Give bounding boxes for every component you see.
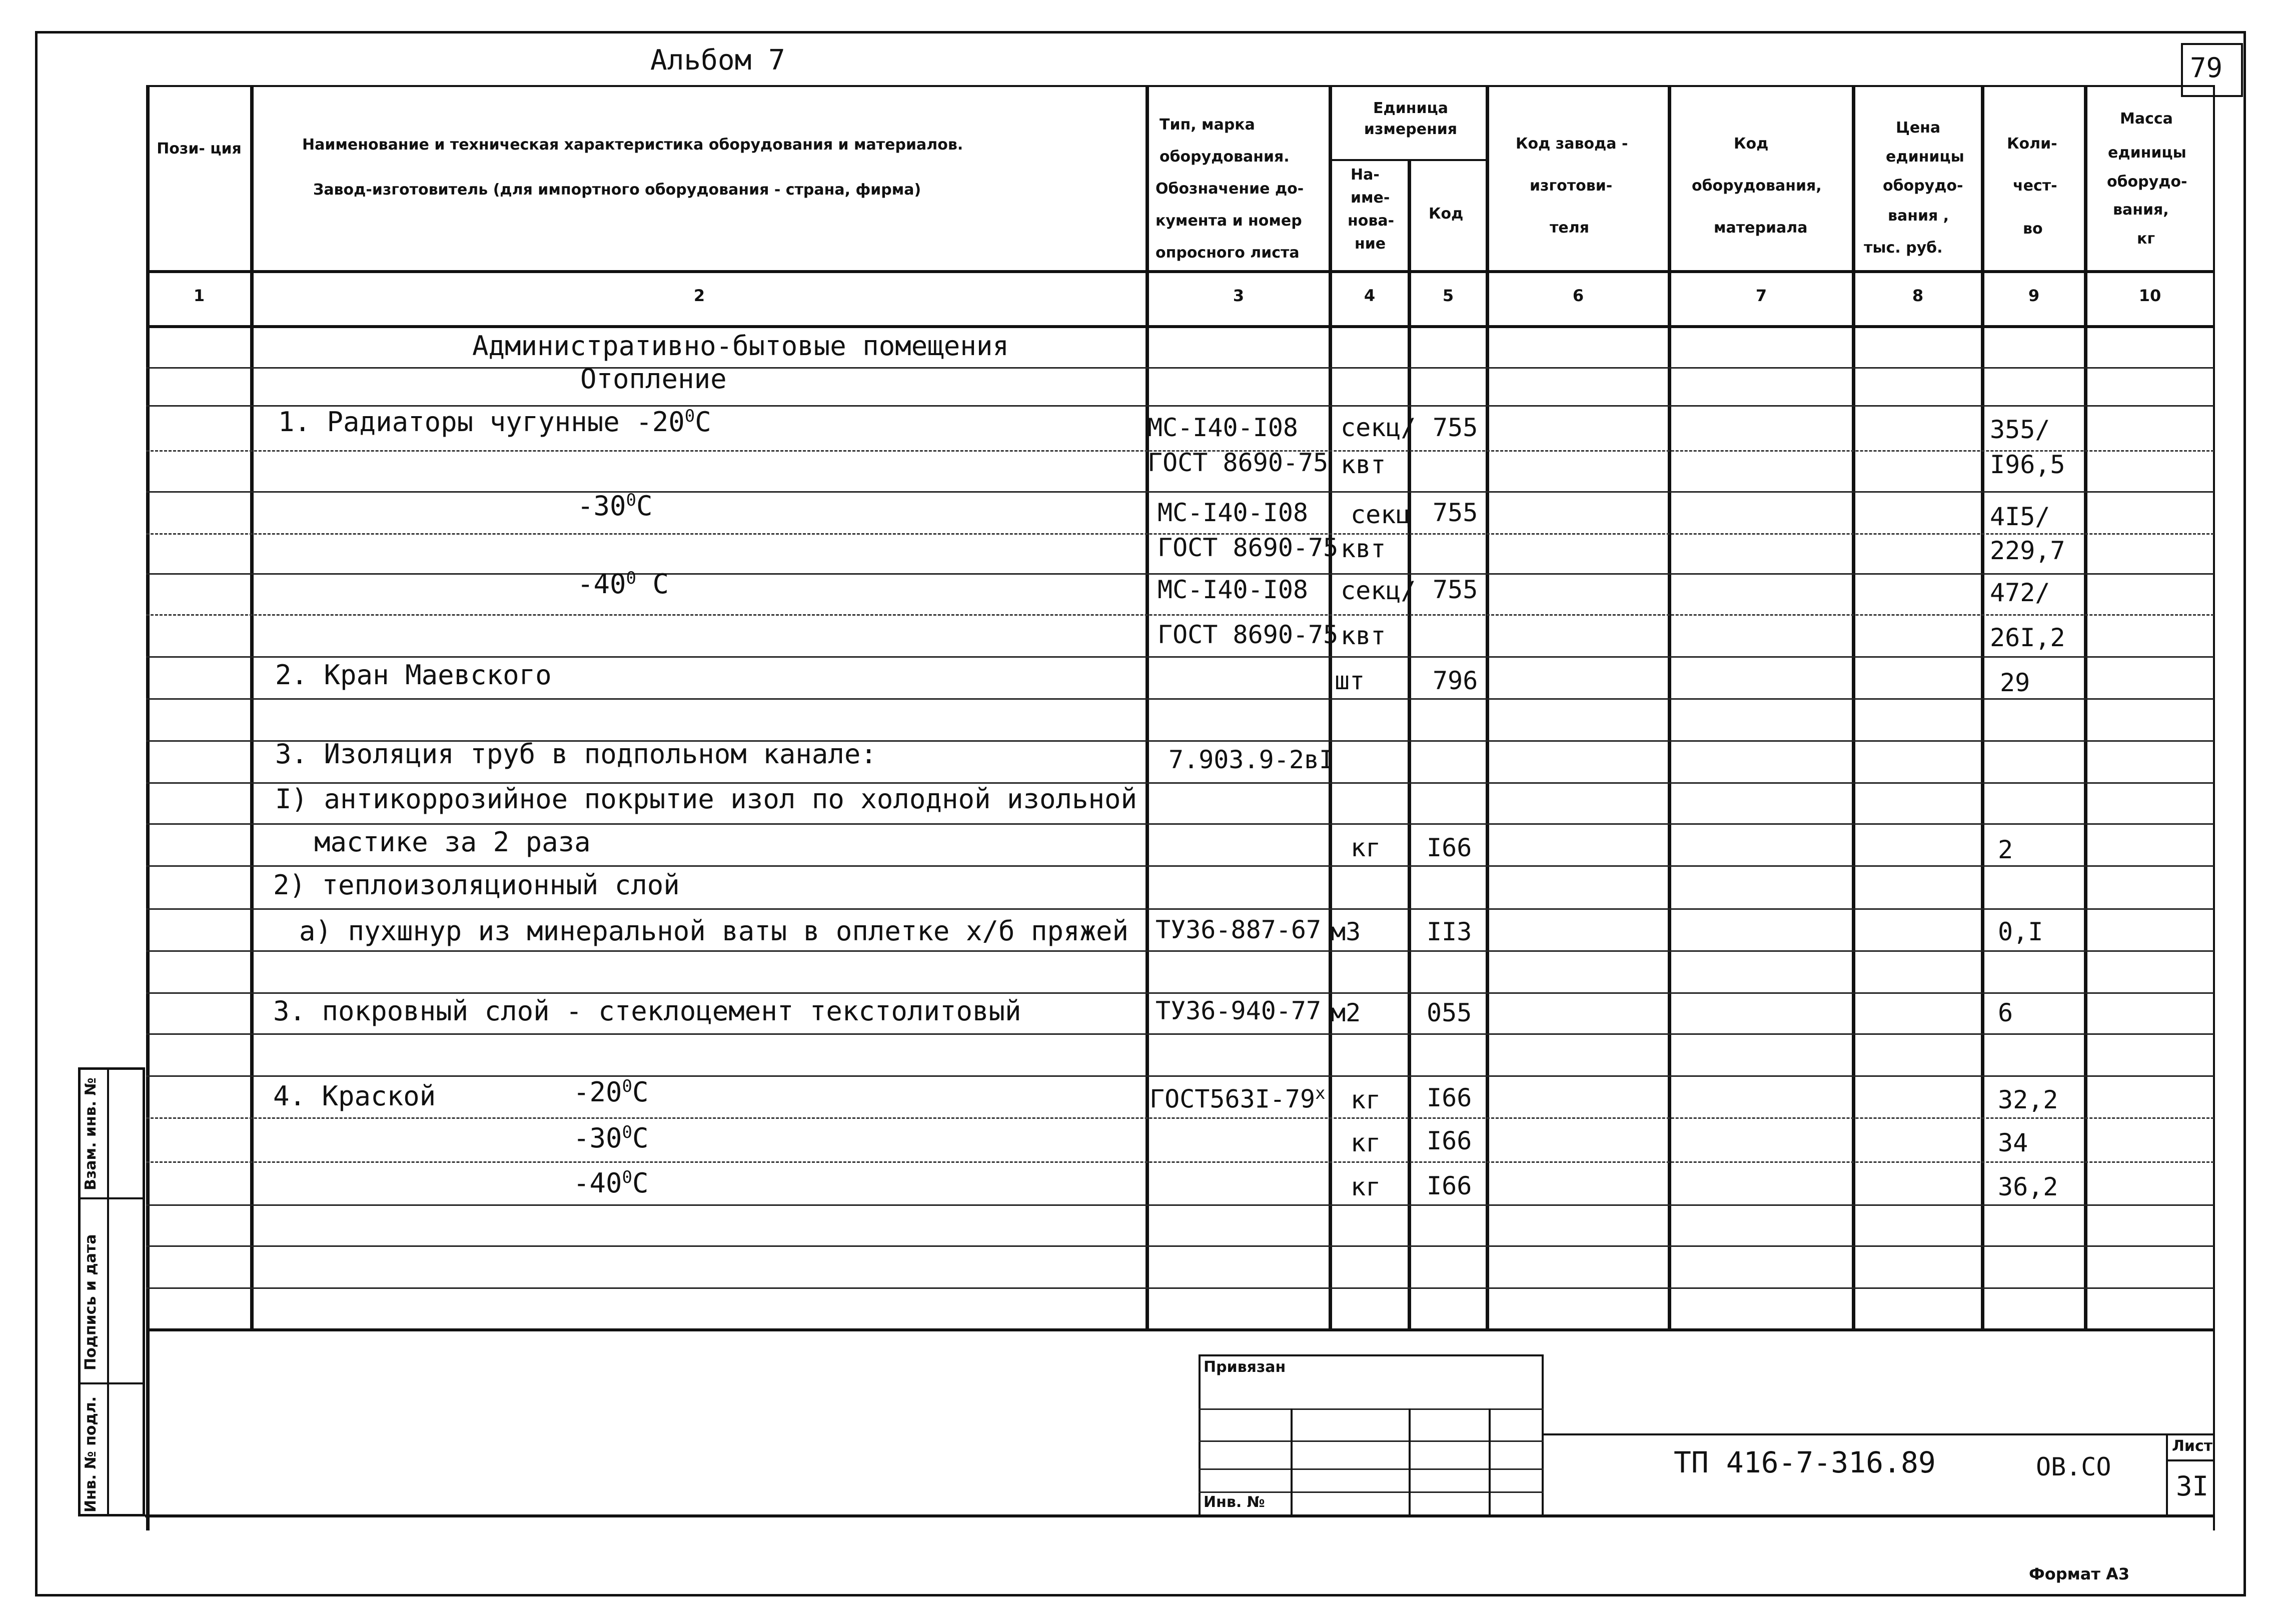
row-mineral-wool-name: а) пухшнур из минеральной ваты в оплетке х/б пряжей: [299, 915, 1129, 947]
subsection-title: Отопление: [580, 363, 727, 395]
row-code: II3: [1427, 917, 1472, 946]
table-left-border: [146, 85, 150, 1530]
row-paint-temp: $-30^0C$: [573, 1122, 649, 1154]
row-code: I66: [1427, 1126, 1472, 1155]
numbers-row-bottom-line: [146, 325, 2214, 328]
privyazan-row-line: [1199, 1491, 1544, 1493]
row-unit: секц/: [1341, 576, 1416, 605]
row-radiators-name: 1. Радиаторы чугунные $-20^0C$: [278, 406, 711, 438]
sheet-box-left: [2166, 1433, 2168, 1514]
row-insulation-name: 3. Изоляция труб в подпольном канале:: [275, 738, 877, 770]
inv-no-label: Инв. №: [1204, 1493, 1265, 1511]
side-stamp-podpis: Подпись и дата: [82, 1234, 100, 1370]
header-unit-code: Код: [1429, 205, 1464, 223]
row-line: [146, 1161, 2214, 1163]
row-type: ГОСТ 8690-75: [1158, 620, 1339, 649]
side-stamp-vzam: Взам. инв. №: [82, 1077, 100, 1190]
header-unit-group: Единица измерения: [1364, 100, 1458, 138]
row-unit: квт: [1341, 534, 1386, 563]
row-line: [146, 1245, 2214, 1247]
unit-group-line: [1329, 159, 1487, 161]
header-equipment-code-3: материала: [1714, 219, 1808, 237]
privyazan-row-line: [1199, 1468, 1544, 1470]
row-code: I66: [1427, 1083, 1472, 1112]
row-quantity: 229,7: [1990, 536, 2065, 565]
row-paint-temp: $-20^0C$: [573, 1076, 649, 1108]
header-unit-name-1: На-: [1351, 166, 1380, 184]
row-quantity: 2: [1998, 835, 2013, 864]
col-sep-4: [1408, 159, 1411, 1330]
privyazan-row-line: [1199, 1440, 1544, 1442]
table-right-border: [2213, 85, 2215, 1530]
row-unit: кг: [1351, 1128, 1381, 1157]
col-number-10: 10: [2138, 286, 2161, 305]
row-line: [146, 1287, 2214, 1289]
header-factory-code-3: теля: [1550, 219, 1589, 237]
row-type: ТУ36-940-77: [1156, 996, 1322, 1025]
header-type-3: Обозначение до-: [1156, 180, 1304, 198]
row-quantity: 32,2: [1998, 1085, 2058, 1114]
row-line: [146, 698, 2214, 700]
row-quantity: 29: [2000, 668, 2030, 697]
row-line: [146, 573, 2214, 575]
header-price-3: оборудо-: [1883, 177, 1963, 195]
row-type: МС-I40-I08: [1158, 498, 1309, 527]
header-mass-4: вания,: [2113, 201, 2169, 219]
row-line: [146, 992, 2214, 994]
table-body-bottom-line: [146, 1328, 2214, 1331]
row-unit: м3: [1331, 917, 1361, 946]
doc-mark: ОВ.СО: [2036, 1452, 2111, 1481]
doc-code-top-line: [1544, 1433, 2214, 1435]
header-position: Пози- ция: [157, 140, 242, 158]
row-code: I66: [1427, 833, 1472, 862]
row-code: I66: [1427, 1171, 1472, 1200]
col-number-3: 3: [1233, 286, 1245, 305]
row-quantity: 0,I: [1998, 917, 2043, 946]
privyazan-label: Привязан: [1204, 1358, 1286, 1376]
row-type: МС-I40-I08: [1148, 413, 1299, 442]
row-cover-layer-name: 3. покровный слой - стеклоцемент текстолитовый: [273, 995, 1021, 1027]
row-type: 7.903.9-2вI: [1169, 745, 1335, 774]
row-line: [146, 1117, 2214, 1119]
side-stamp-inv-podl: Инв. № подл.: [82, 1396, 100, 1512]
side-stamp-row-line: [78, 1382, 145, 1384]
row-line: [146, 1204, 2214, 1206]
header-price-5: тыс. руб.: [1864, 239, 1943, 257]
row-code: 755: [1433, 575, 1478, 604]
sheet-number: 3I: [2176, 1470, 2209, 1502]
row-quantity: 26I,2: [1990, 623, 2065, 652]
format-label: Формат А3: [2029, 1564, 2130, 1583]
row-mastic-name: мастике за 2 раза: [314, 826, 591, 858]
header-mass-1: Масса: [2120, 110, 2173, 128]
header-quantity-3: во: [2023, 220, 2043, 238]
sheet-box-mid: [2166, 1459, 2214, 1461]
row-line: [146, 1075, 2214, 1077]
row-code: 755: [1433, 498, 1478, 527]
header-unit-name-2: име-: [1351, 189, 1390, 207]
row-type: $ГОСТ563I-79^х$: [1150, 1083, 1326, 1114]
row-type: ТУ36-887-67: [1156, 915, 1322, 944]
section-title: Административно-бытовые помещения: [472, 330, 1009, 362]
row-anticorrosion-name: I) антикоррозийное покрытие изол по холодной изольной: [275, 783, 1138, 815]
privyazan-col-line: [1409, 1408, 1411, 1515]
row-line: [146, 865, 2214, 867]
row-unit: квт: [1341, 621, 1386, 650]
header-price-1: Цена: [1896, 119, 1941, 137]
sheet-label: Лист: [2172, 1437, 2213, 1455]
row-line: [146, 656, 2214, 658]
privyazan-row-line: [1199, 1408, 1544, 1410]
row-unit: кг: [1351, 1085, 1381, 1114]
row-thermal-layer-name: 2) теплоизоляционный слой: [273, 869, 680, 901]
album-title: Альбом 7: [650, 44, 785, 77]
header-mass-3: оборудо-: [2107, 173, 2187, 191]
row-line: [146, 491, 2214, 493]
table-top-border: [146, 85, 2214, 87]
header-type-4: кумента и номер: [1156, 212, 1302, 230]
row-unit: кг: [1351, 833, 1381, 862]
side-stamp-divider: [107, 1067, 109, 1516]
header-name-line2: Завод-изготовитель (для импортного оборудования - страна, фирма): [313, 181, 921, 199]
row-temp-name: $-40^0$ C: [577, 568, 669, 600]
row-line: [146, 823, 2214, 825]
header-factory-code-2: изготови-: [1530, 177, 1613, 195]
row-line: [146, 614, 2214, 616]
header-quantity-2: чест-: [2013, 177, 2057, 195]
row-code: 796: [1433, 666, 1478, 695]
col-number-5: 5: [1442, 286, 1454, 305]
header-type-2: оборудования.: [1160, 148, 1290, 166]
row-unit: кг: [1351, 1172, 1381, 1201]
col-number-6: 6: [1572, 286, 1584, 305]
side-stamp-row-line: [78, 1197, 145, 1199]
row-quantity: I96,5: [1990, 450, 2065, 479]
row-line: [146, 1033, 2214, 1035]
privyazan-col-line: [1291, 1408, 1293, 1515]
row-code: 755: [1433, 413, 1478, 442]
row-type: МС-I40-I08: [1158, 575, 1309, 604]
header-price-4: вания ,: [1888, 207, 1949, 225]
header-mass-2: единицы: [2108, 144, 2186, 162]
row-paint-temp: $-40^0C$: [573, 1167, 649, 1199]
header-bottom-line: [146, 270, 2214, 273]
row-unit: секц/: [1341, 413, 1416, 442]
header-type-1: Тип, марка: [1160, 116, 1255, 134]
title-block-bottom-line: [145, 1514, 2214, 1517]
col-number-4: 4: [1364, 286, 1376, 305]
header-quantity-1: Коли-: [2007, 135, 2057, 153]
row-code: 055: [1427, 998, 1472, 1027]
row-unit: секц: [1351, 500, 1411, 529]
row-paint-name: 4. Краской: [273, 1080, 436, 1112]
page-number: 79: [2190, 52, 2223, 84]
privyazan-col-line: [1489, 1408, 1491, 1515]
header-equipment-code-2: оборудования,: [1692, 177, 1822, 195]
col-number-9: 9: [2028, 286, 2040, 305]
col-number-1: 1: [193, 286, 205, 305]
row-line: [146, 950, 2214, 952]
row-quantity: 6: [1998, 998, 2013, 1027]
header-price-2: единицы: [1886, 148, 1964, 166]
col-number-8: 8: [1912, 286, 1924, 305]
row-valve-name: 2. Кран Маевского: [275, 659, 552, 691]
row-quantity: 34: [1998, 1128, 2028, 1157]
row-type: ГОСТ 8690-75: [1158, 533, 1339, 562]
row-unit: квт: [1341, 450, 1386, 479]
row-quantity: 355/: [1990, 415, 2050, 444]
row-quantity: 36,2: [1998, 1172, 2058, 1201]
header-name-line1: Наименование и техническая характеристика оборудования и материалов.: [302, 136, 963, 154]
row-quantity: 472/: [1990, 578, 2050, 607]
row-line: [146, 367, 2214, 369]
row-unit: шт: [1335, 666, 1365, 695]
header-unit-name-3: нова-: [1348, 212, 1395, 230]
header-unit-name-4: ние: [1355, 235, 1386, 253]
row-unit: м2: [1331, 998, 1361, 1027]
col-number-2: 2: [693, 286, 705, 305]
doc-code: ТП 416-7-316.89: [1674, 1445, 1936, 1479]
row-quantity: 4I5/: [1990, 502, 2050, 531]
header-equipment-code-1: Код: [1734, 135, 1769, 153]
header-factory-code-1: Код завода -: [1516, 135, 1628, 153]
header-type-5: опросного листа: [1156, 244, 1300, 262]
header-mass-5: кг: [2137, 230, 2155, 248]
row-temp-name: $-30^0C$: [577, 490, 653, 522]
col-number-7: 7: [1755, 286, 1767, 305]
row-type: ГОСТ 8690-75: [1148, 448, 1329, 477]
row-line: [146, 908, 2214, 910]
